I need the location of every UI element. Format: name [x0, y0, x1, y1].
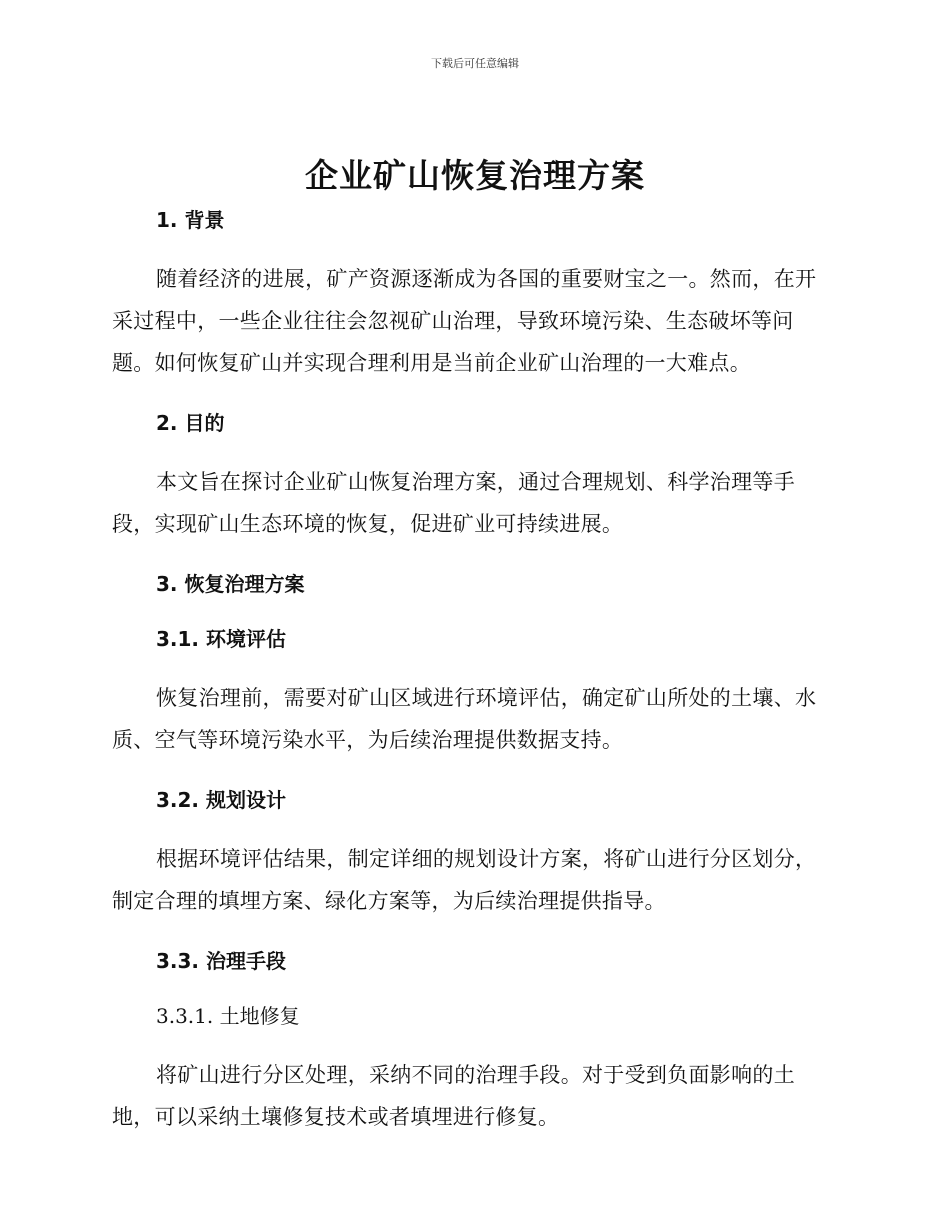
paragraph-design: 根据环境评估结果，制定详细的规划设计方案，将矿山进行分区划分，制定合理的填埋方案、绿化方案等，为后续治理提供指导。 [112, 847, 817, 913]
section-heading-background: 1. 背景 [156, 208, 225, 232]
section-heading-plan: 3. 恢复治理方案 [156, 572, 305, 596]
page-header: 下载后可任意编辑 [431, 57, 519, 70]
subsection-heading-methods: 3.3. 治理手段 [156, 949, 286, 973]
subsubsection-heading-land-repair: 3.3.1. 土地修复 [156, 1004, 300, 1028]
paragraph-purpose: 本文旨在探讨企业矿山恢复治理方案，通过合理规划、科学治理等手段，实现矿山生态环境的恢复，促进矿业可持续进展。 [112, 470, 795, 536]
paragraph-background: 随着经济的进展，矿产资源逐渐成为各国的重要财宝之一。然而，在开采过程中，一些企业往往会忽视矿山治理，导致环境污染、生态破坏等问题。如何恢复矿山并实现合理利用是当前企业矿山治理的一大难点。 [112, 267, 817, 375]
paragraph-assessment: 恢复治理前，需要对矿山区域进行环境评估，确定矿山所处的土壤、水质、空气等环境污染水平，为后续治理提供数据支持。 [112, 686, 817, 752]
section-heading-purpose: 2. 目的 [156, 411, 225, 435]
document-body [112, 205, 834, 1138]
document-title: 企业矿山恢复治理方案 [305, 156, 645, 195]
subsection-heading-assessment: 3.1. 环境评估 [156, 627, 286, 651]
paragraph-land-repair: 将矿山进行分区处理，采纳不同的治理手段。对于受到负面影响的土地，可以采纳土壤修复技术或者填埋进行修复。 [112, 1063, 795, 1129]
subsection-heading-design: 3.2. 规划设计 [156, 788, 286, 812]
